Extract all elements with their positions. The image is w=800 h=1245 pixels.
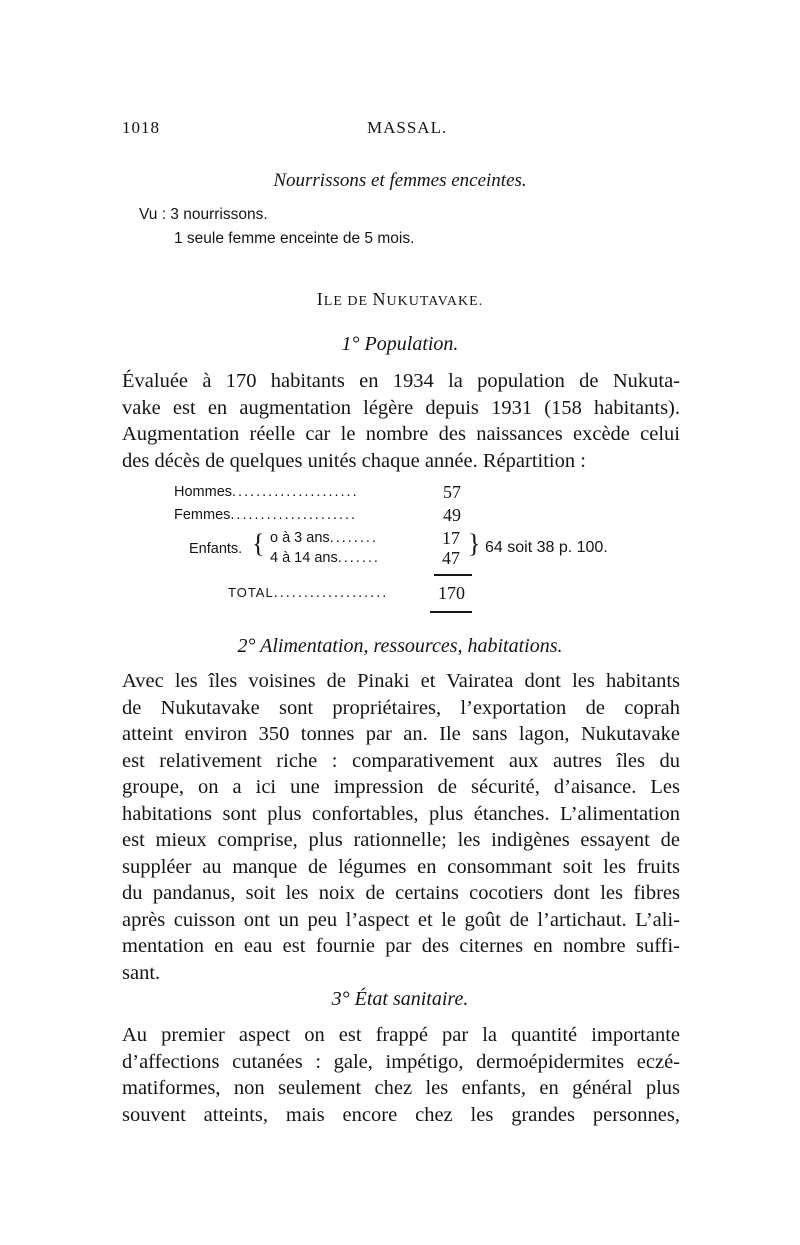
- femmes-value: 49: [443, 505, 461, 525]
- enfants-row-2-value: 47: [442, 548, 460, 568]
- paragraph-line: du pandanus, soit les noix de certains cocotiers dont les fibres: [122, 882, 680, 904]
- island-prefix-sc: LE DE: [323, 294, 373, 309]
- paragraph-line: des décès de quelques unités chaque année. Répartition :: [122, 449, 586, 472]
- paragraph-line: après cuisson ont un peu l’aspect et le goût de l’artichaut. L’ali-: [122, 908, 680, 931]
- paragraph-line: Avec les îles voisines de Pinaki et Vairatea dont les habitants: [122, 670, 680, 692]
- paragraph-line: habitations sont plus confortables, plus étanches. L’alimentation: [122, 802, 680, 825]
- femmes-label: Femmes.....................: [174, 507, 358, 523]
- enfants-row-1: o à 3 ans........: [270, 530, 378, 546]
- paragraph-line: d’affections cutanées : gale, impétigo, dermoépidermites eczé-: [122, 1050, 680, 1073]
- enfants-label: Enfants.: [189, 541, 243, 557]
- vu-line-2: 1 seule femme enceinte de 5 mois.: [174, 230, 415, 247]
- paragraph-line: suppléer au manque de légumes en consommant soit les fruits: [122, 855, 680, 878]
- total-rule: [430, 611, 472, 613]
- paragraph-line: mentation en eau est fournie par des citernes en nombre suffi-: [122, 935, 680, 957]
- vu-line-1: Vu : 3 nourrissons.: [139, 206, 268, 223]
- paragraph-line: Évaluée à 170 habitants en 1934 la population de Nukuta-: [122, 370, 680, 392]
- island-name-sc: UKUTAVAKE.: [386, 294, 484, 309]
- paragraph-line: vake est en augmentation légère depuis 1931 (158 habitants).: [122, 396, 680, 419]
- paragraph-line: groupe, on a ici une impression de sécurité, d’aisance. Les: [122, 776, 680, 798]
- paragraph-line: matiformes, non seulement chez les enfants, en général plus: [122, 1077, 680, 1099]
- enfants-row-1-value: 17: [442, 528, 460, 548]
- paragraph-line: est mieux comprise, plus rationnelle; les indigènes essayent de: [122, 829, 680, 851]
- sum-rule: [434, 574, 472, 576]
- enfants-brace: {: [252, 529, 265, 558]
- sanitaire-paragraph: [122, 1022, 680, 1128]
- page-number: 1018: [122, 118, 160, 137]
- paragraph-line: atteint environ 350 tonnes par an. Ile sans lagon, Nukutavake: [122, 723, 680, 745]
- sanitaire-heading: 3° État sanitaire.: [331, 988, 469, 1010]
- population-paragraph: [122, 368, 680, 474]
- alimentation-paragraph: [122, 668, 680, 986]
- hommes-value: 57: [443, 482, 461, 502]
- total-value: 170: [438, 583, 465, 603]
- total-label: TOTAL...................: [228, 585, 389, 601]
- paragraph-line: Augmentation réelle car le nombre des naissances excède celui: [122, 423, 680, 445]
- paragraph-line: de Nukutavake sont propriétaires, l’exportation de coprah: [122, 696, 680, 719]
- hommes-label: Hommes.....................: [174, 484, 359, 500]
- island-prefix: I: [316, 289, 324, 309]
- section-title-nourrissons: Nourrissons et femmes enceintes.: [273, 170, 527, 191]
- paragraph-line: sant.: [122, 961, 161, 984]
- enfants-total-note: 64 soit 38 p. 100.: [485, 539, 608, 556]
- island-name-cap: N: [372, 289, 387, 309]
- nourrissons-list: [139, 203, 414, 251]
- island-heading: [0, 289, 800, 310]
- running-title: MASSAL.: [367, 118, 448, 137]
- paragraph-line: Au premier aspect on est frappé par la quantité importante: [122, 1024, 680, 1046]
- enfants-close-brace: }: [468, 529, 481, 558]
- paragraph-line: est relativement riche : comparativement aux autres îles du: [122, 749, 680, 772]
- population-heading: 1° Population.: [341, 333, 459, 355]
- paragraph-line: souvent atteints, mais encore chez les grandes personnes,: [122, 1103, 680, 1126]
- alimentation-heading: 2° Alimentation, ressources, habitations.: [237, 635, 563, 657]
- enfants-row-2: 4 à 14 ans.......: [270, 550, 380, 566]
